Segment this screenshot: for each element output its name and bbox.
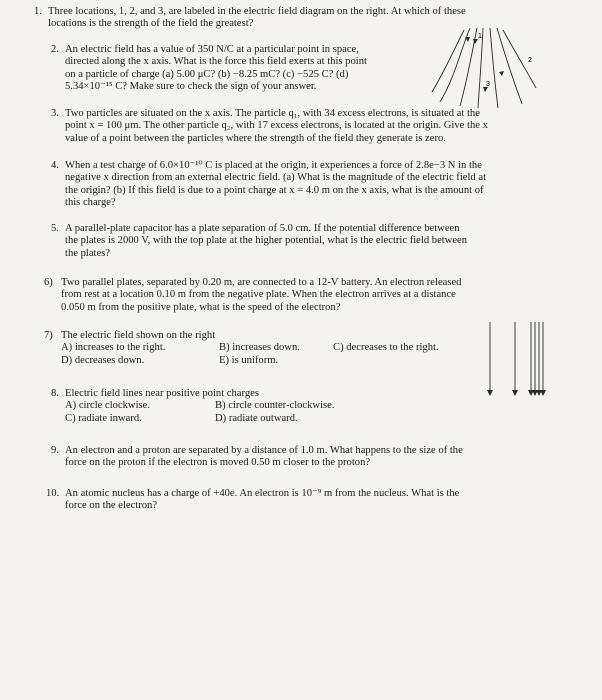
question-number: 2. — [51, 44, 59, 55]
point-label-2: 2 — [528, 57, 532, 64]
question-5 — [51, 223, 581, 260]
question-number: 5. — [51, 223, 59, 234]
question-text-line: 0.050 m from the positive plate, what is the speed of the electron? — [61, 301, 341, 313]
question-text-line: the plates? — [65, 247, 111, 259]
question-text-line: directed along the x axis. What is the force this field exerts at this point — [65, 56, 367, 68]
question-text-line: An atomic nucleus has a charge of +40e. An electron is 10⁻⁹ m from the nucleus. What is the — [65, 488, 460, 499]
answer-options-row — [61, 342, 484, 354]
question-text-line: Three locations, 1, 2, and 3, are labeled in the electric field diagram on the right. At which of these — [48, 6, 466, 17]
answer-options-row — [61, 355, 484, 367]
question-6 — [44, 277, 584, 314]
question-text-line: force on the proton if the electron is moved 0.50 m closer to the proton? — [65, 457, 371, 469]
question-text-line: A parallel-plate capacitor has a plate separation of 5.0 cm. If the potential difference between — [65, 223, 460, 234]
question-text-line: the plates is 2000 V, with the top plate at the higher potential, what is the electric field between — [65, 235, 468, 247]
option-a: A) increases to the right. — [61, 342, 166, 354]
question-text-line: point x = 100 μm. The other particle q₂, with 17 excess electrons, is located at the origin. Give the x — [65, 120, 488, 132]
option-b: B) increases down. — [219, 342, 300, 354]
question-4 — [51, 160, 591, 210]
question-7 — [44, 330, 484, 367]
question-text-line: value of a point between the particles where the strength of the field they generate is zero. — [65, 132, 446, 144]
question-text-line: Electric field lines near positive point charges — [65, 388, 259, 399]
point-label-1: 1 — [478, 33, 482, 40]
question-number: 3. — [51, 108, 59, 119]
question-number: 8. — [51, 388, 59, 399]
question-8 — [51, 388, 471, 425]
question-text-line: An electron and a proton are separated by a distance of 1.0 m. What happens to the size of the — [65, 445, 463, 456]
option-c: C) radiate inward. — [65, 412, 142, 424]
question-text-line: An electric field has a value of 350 N/C at a particular point in space, — [65, 44, 359, 55]
parallel-field-lines-diagram — [475, 318, 595, 398]
question-text-line: 5.34×10⁻¹⁵ C? Make sure to check the sign of your answer. — [65, 81, 317, 93]
answer-options-row — [65, 400, 471, 412]
option-e: E) is uniform. — [219, 354, 279, 366]
field-line-diagram — [430, 22, 540, 112]
option-a: A) circle clockwise. — [65, 400, 151, 412]
option-b: B) circle counter-clockwise. — [215, 400, 335, 412]
question-9 — [51, 445, 581, 470]
question-text-line: on a particle of charge (a) 5.00 μC? (b) −8.25 mC? (c) −525 C? (d) — [65, 68, 349, 80]
question-3 — [51, 108, 591, 145]
question-text-line: negative x direction from an external electric field. (a) What is the magnitude of the electric field at — [65, 172, 487, 184]
question-number: 7) — [44, 330, 53, 341]
question-text-line: this charge? — [65, 197, 116, 209]
question-10 — [46, 488, 576, 513]
question-text-line: The electric field shown on the right — [61, 330, 216, 341]
question-text-line: Two parallel plates, separated by 0.20 m, are connected to a 12-V battery. An electron released — [61, 277, 462, 288]
answer-options-row — [65, 413, 471, 425]
question-text-line: When a test charge of 6.0×10⁻¹⁰ C is placed at the origin, it experiences a force of 2.8e−3 N in the — [65, 160, 482, 171]
question-text-line: the origin? (b) If this field is due to a point charge at x = 4.0 m on the x axis, what is the amount of — [65, 184, 484, 196]
question-text-line: Two particles are situated on the x axis. The particle q₁, with 34 excess electrons, is situated at the — [65, 108, 480, 119]
question-number: 4. — [51, 160, 59, 171]
question-number: 6) — [44, 277, 53, 288]
question-text-line: from rest at a location 0.10 m from the negative plate. When the electron arrives at a distance — [61, 289, 456, 301]
option-d: D) decreases down. — [61, 354, 145, 366]
question-number: 1. — [34, 6, 42, 17]
point-label-3: 3 — [486, 81, 490, 88]
option-c: C) decreases to the right. — [333, 342, 439, 354]
question-number: 10. — [46, 488, 60, 499]
option-d: D) radiate outward. — [215, 412, 298, 424]
question-text-line: force on the electron? — [65, 500, 158, 512]
question-number: 9. — [51, 445, 59, 456]
question-text-line: locations is the strength of the field the greatest? — [48, 18, 254, 30]
question-2 — [51, 44, 431, 94]
